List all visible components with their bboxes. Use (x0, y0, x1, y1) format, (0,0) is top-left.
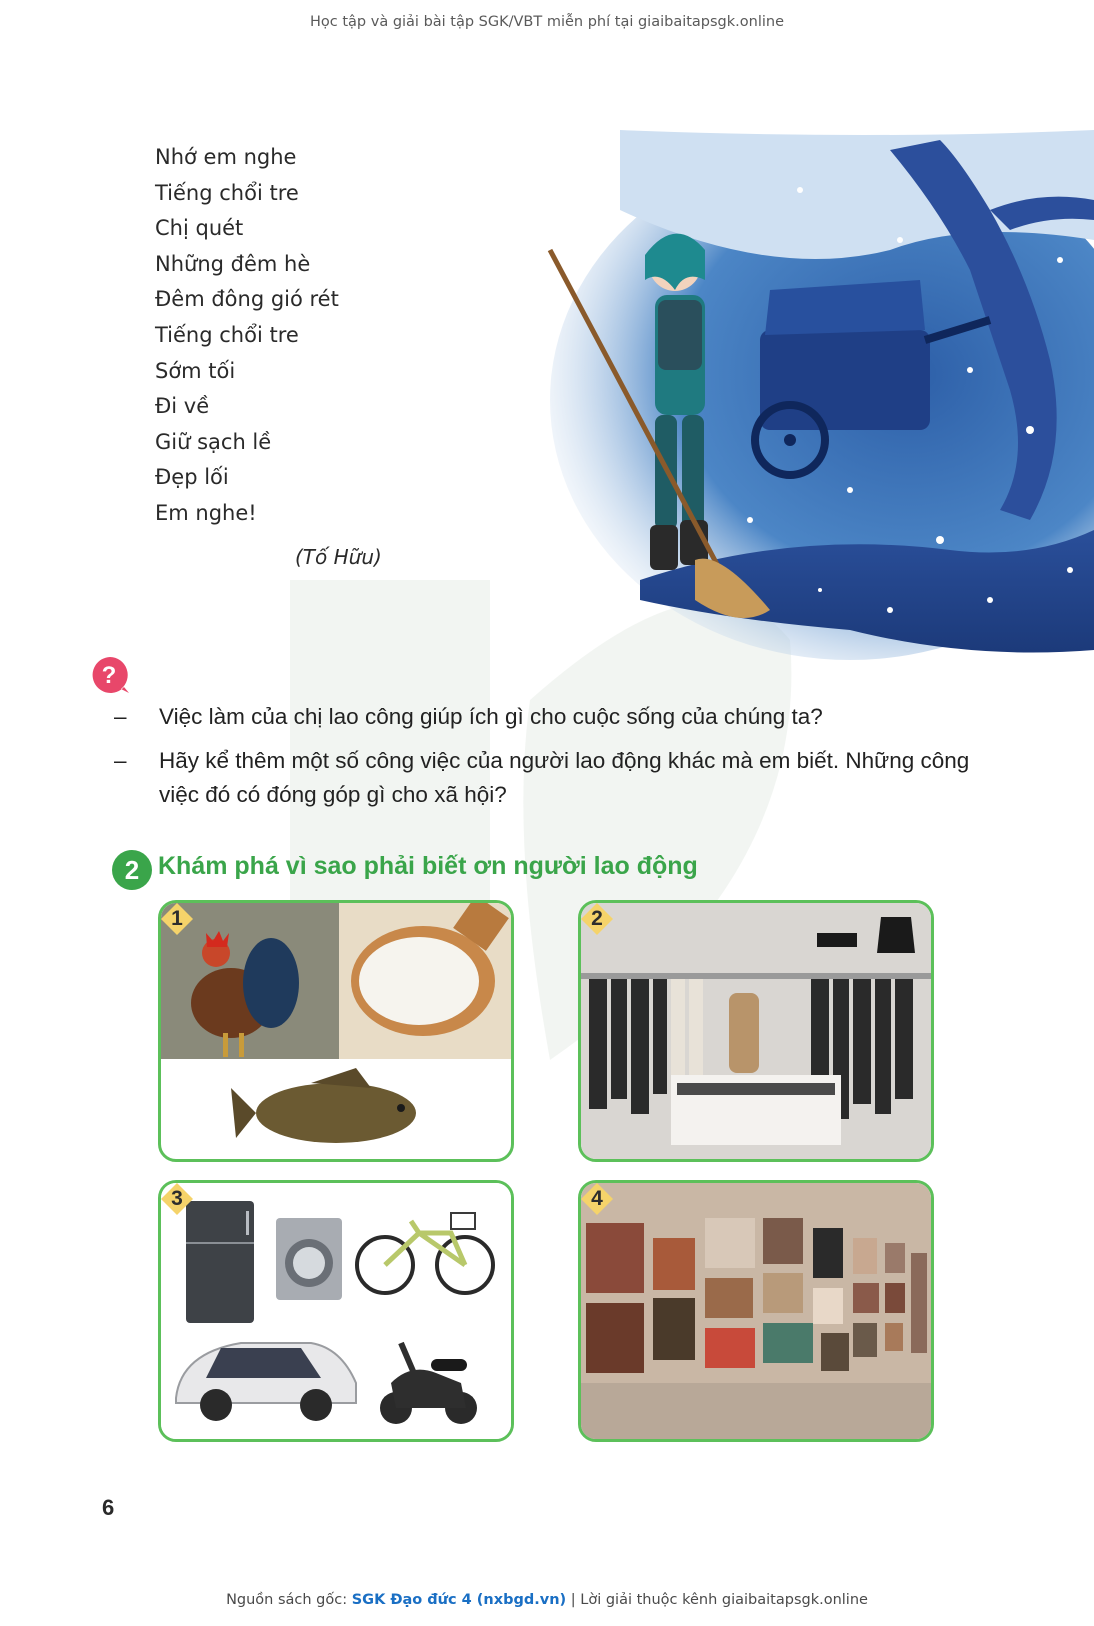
svg-text:?: ? (101, 662, 117, 689)
poem (155, 140, 455, 532)
question-text: Việc làm của chị lao công giúp ích gì cho cuộc sống của chúng ta? (159, 704, 823, 729)
footer-source-link[interactable]: SGK Đạo đức 4 (nxbgd.vn) (351, 1592, 567, 1608)
art-gallery-illustration (581, 1183, 931, 1439)
poem-line: Nhớ em nghe (155, 145, 297, 169)
picture-badge (580, 902, 614, 936)
clothing-store-illustration (581, 903, 931, 1159)
picture-appliances-vehicles (158, 1180, 514, 1442)
list-dash: – (114, 748, 127, 773)
picture-badge (580, 1182, 614, 1216)
question-item (114, 700, 994, 734)
poem-line: Đẹp lối (155, 465, 229, 490)
poem-line: Những đêm hè (155, 251, 311, 276)
picture-number: 3 (171, 1187, 183, 1210)
poem-author: (Tố Hữu) (295, 545, 382, 569)
food-illustration (161, 903, 511, 1159)
picture-art-gallery (578, 1180, 934, 1442)
page-number: 6 (102, 1495, 115, 1520)
picture-food (158, 900, 514, 1162)
poem-line: Sớm tối (155, 358, 236, 383)
picture-badge (160, 902, 194, 936)
section-title: Khám phá vì sao phải biết ơn người lao động (158, 852, 698, 880)
poem-line: Đêm đông gió rét (155, 287, 339, 312)
poem-line: Giữ sạch lề (155, 429, 272, 454)
question-item (114, 744, 994, 814)
question-bubble-icon (90, 655, 130, 695)
poem-line: Tiếng chổi tre (155, 322, 299, 347)
picture-number: 4 (591, 1187, 603, 1210)
sweeper-illustration (470, 130, 1094, 670)
header-note: Học tập và giải bài tập SGK/VBT miễn phí tại giaibaitapsgk.online (310, 14, 784, 30)
poem-line: Chị quét (155, 216, 244, 241)
question-text: Hãy kể thêm một số công việc của người lao động khác mà em biết. Những công việc đó có đóng góp gì cho xã hội? (159, 748, 970, 807)
picture-clothing-store (578, 900, 934, 1162)
poem-line: Em nghe! (155, 500, 257, 525)
poem-line: Tiếng chổi tre (155, 180, 299, 205)
poem-line: Đi về (155, 394, 210, 419)
footer-separator: | (566, 1592, 581, 1608)
section-number: 2 (112, 850, 152, 890)
footer-prefix: Nguồn sách gốc: (226, 1592, 352, 1608)
footer-suffix: Lời giải thuộc kênh giaibaitapsgk.online (580, 1592, 868, 1608)
list-dash: – (114, 704, 127, 729)
footer (0, 1592, 1094, 1608)
appliances-vehicles-illustration (161, 1183, 511, 1439)
picture-number: 1 (171, 907, 183, 930)
picture-badge (160, 1182, 194, 1216)
picture-number: 2 (591, 907, 603, 930)
